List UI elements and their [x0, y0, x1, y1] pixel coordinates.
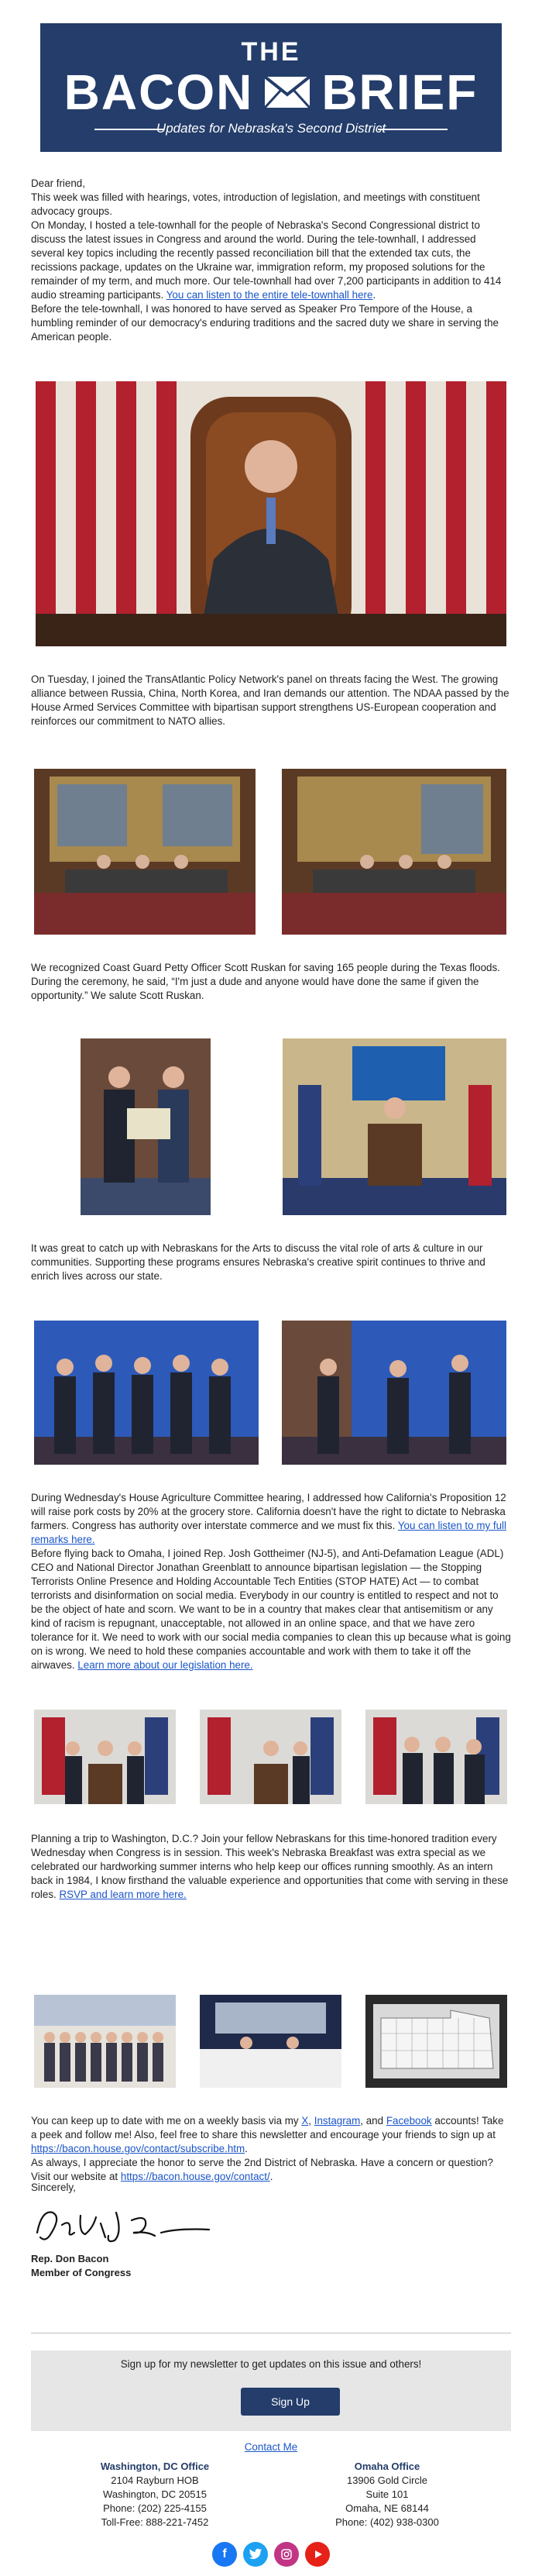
contact-website-link[interactable]: https://bacon.house.gov/contact/ [120, 2171, 270, 2182]
dc-office [54, 2460, 256, 2530]
arts-text: It was great to catch up with Nebraskans for the Arts to discuss the vital role of arts & culture in our communities. Supporting these programs ensures Nebraska's creative spirit continues to thrive and enrich lives across our state. [31, 1242, 485, 1282]
signup-text: Sign up for my newsletter to get updates on this issue and others! [120, 2358, 422, 2370]
newsletter-banner [40, 23, 502, 152]
rsvp-link[interactable]: RSVP and learn more here. [59, 1889, 187, 1900]
intro-paragraph-1: This week was filled with hearings, votes, introduction of legislation, and meetings with constituent advocacy groups. [31, 191, 480, 217]
x-link[interactable]: X [301, 2115, 309, 2127]
signup-box [31, 2350, 511, 2431]
agriculture-section [31, 1491, 511, 1672]
omaha-office [286, 2460, 488, 2530]
closing-section [31, 2114, 511, 2184]
closing-text-a: You can keep up to date with me on a weekly basis via my [31, 2115, 302, 2127]
intro-paragraph-2-text: On Monday, I hosted a tele-townhall for the people of Nebraska's Second Congressional district to discuss the latest issues in Congress and around the world. During the tele-townhall, I addressed several key topics including the recently passed reconciliation bill that the extended tax cuts, the recissions package, updates on the Ukraine war, immigration reform, my proposed solutions for the remainder of my term, and much more. Our tele-townhall had over 7,200 participants in addition to 414 audio streaming participants. [31, 219, 502, 301]
closing-text-e: . [269, 2171, 273, 2182]
photo-nebraska-map [365, 1995, 507, 2088]
dc-office-tollfree: Toll-Free: 888-221-7452 [101, 2516, 209, 2528]
photo-breakfast-hall [200, 1995, 341, 2088]
photo-stop-hate-2 [200, 1710, 341, 1804]
breakfast-section [31, 1832, 511, 1902]
dc-office-name: Washington, DC Office [100, 2461, 210, 2472]
banner-the: THE [241, 37, 301, 67]
subscribe-link[interactable]: https://bacon.house.gov/contact/subscribe.htm [31, 2143, 245, 2154]
greeting: Dear friend, [31, 177, 85, 189]
banner-title [40, 64, 502, 121]
closing-text-c: . [245, 2143, 248, 2154]
contact-me-row [0, 2441, 542, 2453]
agriculture-text: During Wednesday's House Agriculture Committee hearing, I addressed how California's Proposition 12 will raise pork costs by 20% at the grocery store. California doesn't have the right to dictate to Nebraska farmers. Congress has authority over interstate commerce and we must fix this. [31, 1492, 506, 1531]
youtube-icon[interactable] [305, 2542, 330, 2567]
legislation-link[interactable]: Learn more about our legislation here. [77, 1659, 253, 1671]
closing-paragraph-2 [31, 2156, 511, 2184]
banner-title-left: BACON [63, 64, 254, 120]
dc-office-phone: Phone: (202) 225-4155 [103, 2502, 207, 2514]
photo-stop-hate-3 [365, 1710, 507, 1804]
twitter-icon[interactable] [243, 2542, 268, 2567]
intro-paragraph-3: Before the tele-townhall, I was honored to have served as Speaker Pro Tempore of the House, a humbling reminder of our democracy's enduring traditions and the sacred duty we share in serving the American people. [31, 303, 499, 343]
intro-paragraph-2: On Monday, I hosted a tele-townhall for the people of Nebraska's Second Congressional district to discuss the latest issues in Congress and around the world. During the tele-townhall, I addressed several key topics including the recently passed reconciliation bill that the extended tax cuts, the recissions package, updates on the Ukraine war, immigration reform, my proposed solutions for the remainder of my term, and much more. Our tele-townhall had over 7,200 participants in addition to 414 audio streaming participants. You can listen to the entire tele-townhall here. [31, 219, 502, 301]
contact-me-link[interactable]: Contact Me [244, 2441, 298, 2453]
sign-up-button[interactable]: Sign Up [241, 2388, 340, 2416]
agriculture-paragraph [31, 1491, 511, 1547]
photo-transatlantic-panel-2 [282, 769, 506, 935]
omaha-office-name: Omaha Office [354, 2461, 420, 2472]
dc-office-line1: 2104 Rayburn HOB [111, 2474, 199, 2486]
breakfast-paragraph [31, 1832, 511, 1902]
envelope-icon [264, 76, 310, 108]
sincerely: Sincerely, [31, 2182, 76, 2193]
instagram-icon[interactable] [274, 2542, 299, 2567]
closing-text-b: accounts! Take a peek and follow me! Also, feel free to share this newsletter and encourage your friends to sign up at [31, 2115, 504, 2140]
photo-coast-guard-podium [283, 1038, 506, 1215]
omaha-office-line1: 13906 Gold Circle [346, 2474, 428, 2486]
tele-townhall-link[interactable]: You can listen to the entire tele-townhall here [166, 289, 373, 301]
stop-hate-text: Before flying back to Omaha, I joined Rep. Josh Gottheimer (NJ-5), and Anti-Defamation League (ADL) CEO and National Director Jonathan Greenblatt to announce bipartisan legislation — the Stopping Terrorists Online Presence and Holding Accountable Tech Entities (STOP HATE) Act — to combat terrorists and disinformation on social media. Everybody in our country is entitled to respect and not to be the object of hate and scorn. We want to be in a country that makes clear that antisemitism or any kind of racism is repugnant, unacceptable, not allowed in an online space, and that we have zero tolerance for it. We need to work with our social media companies to clean this up because what is going on is wrong. We need to hold these companies accountable and work with them to take it off the airwaves. [31, 1548, 511, 1671]
banner-subtitle: Updates for Nebraska's Second District [156, 121, 386, 136]
closing-sep-2: , and [360, 2115, 386, 2127]
banner-title-right: BRIEF [321, 64, 479, 120]
facebook-link[interactable]: Facebook [386, 2115, 432, 2127]
omaha-office-phone: Phone: (402) 938-0300 [335, 2516, 439, 2528]
omaha-office-line2: Suite 101 [365, 2488, 409, 2500]
dc-office-line2: Washington, DC 20515 [103, 2488, 207, 2500]
photo-breakfast-interns [34, 1995, 176, 2088]
photo-transatlantic-panel-1 [34, 769, 256, 935]
closing-sep-1: , [308, 2115, 314, 2127]
photo-coast-guard-award [81, 1038, 211, 1215]
signer-role: Member of Congress [31, 2267, 132, 2278]
photo-arts-group [34, 1321, 259, 1465]
intro-section [31, 177, 511, 344]
coast-guard-text: We recognized Coast Guard Petty Officer Scott Ruskan for saving 165 people during the Texas floods. During the ceremony, he said, “I'm just a dude and anyone would have done the same if given the opportunity.” We salute Scott Ruskan. [31, 962, 500, 1001]
signer-name: Rep. Don Bacon [31, 2253, 109, 2264]
omaha-office-line3: Omaha, NE 68144 [345, 2502, 429, 2514]
social-icons-row [0, 2542, 542, 2567]
photo-speaker-pro-tempore [36, 381, 506, 646]
instagram-link[interactable]: Instagram [314, 2115, 361, 2127]
signature-image [31, 2202, 217, 2248]
stop-hate-paragraph [31, 1547, 511, 1672]
closing-paragraph-1 [31, 2114, 511, 2156]
facebook-icon[interactable]: f [212, 2542, 237, 2567]
breakfast-text: Planning a trip to Washington, D.C.? Join your fellow Nebraskans for this time-honored tradition every Wednesday when Congress is in session. This week's Nebraska Breakfast was extra special as we celebrated our hardworking summer interns who help keep our offices running smoothly. As an intern back in 1984, I know firsthand the valuable experience and opportunities that come with serving in these roles. [31, 1833, 509, 1900]
transatlantic-text: On Tuesday, I joined the TransAtlantic Policy Network's panel on threats facing the West. The growing alliance between Russia, China, North Korea, and Iran demands our attention. The NDAA passed by the House Armed Services Committee with bipartisan support strengthens US-European cooperation and reinforces our commitment to NATO allies. [31, 673, 509, 727]
photo-arts-meeting [282, 1321, 506, 1465]
photo-stop-hate-1 [34, 1710, 176, 1804]
remarks-link[interactable]: You can listen to my full remarks here. [31, 1520, 507, 1545]
closing-text-d: As always, I appreciate the honor to serve the 2nd District of Nebraska. Have a concern or question? Visit our website at [31, 2157, 493, 2182]
